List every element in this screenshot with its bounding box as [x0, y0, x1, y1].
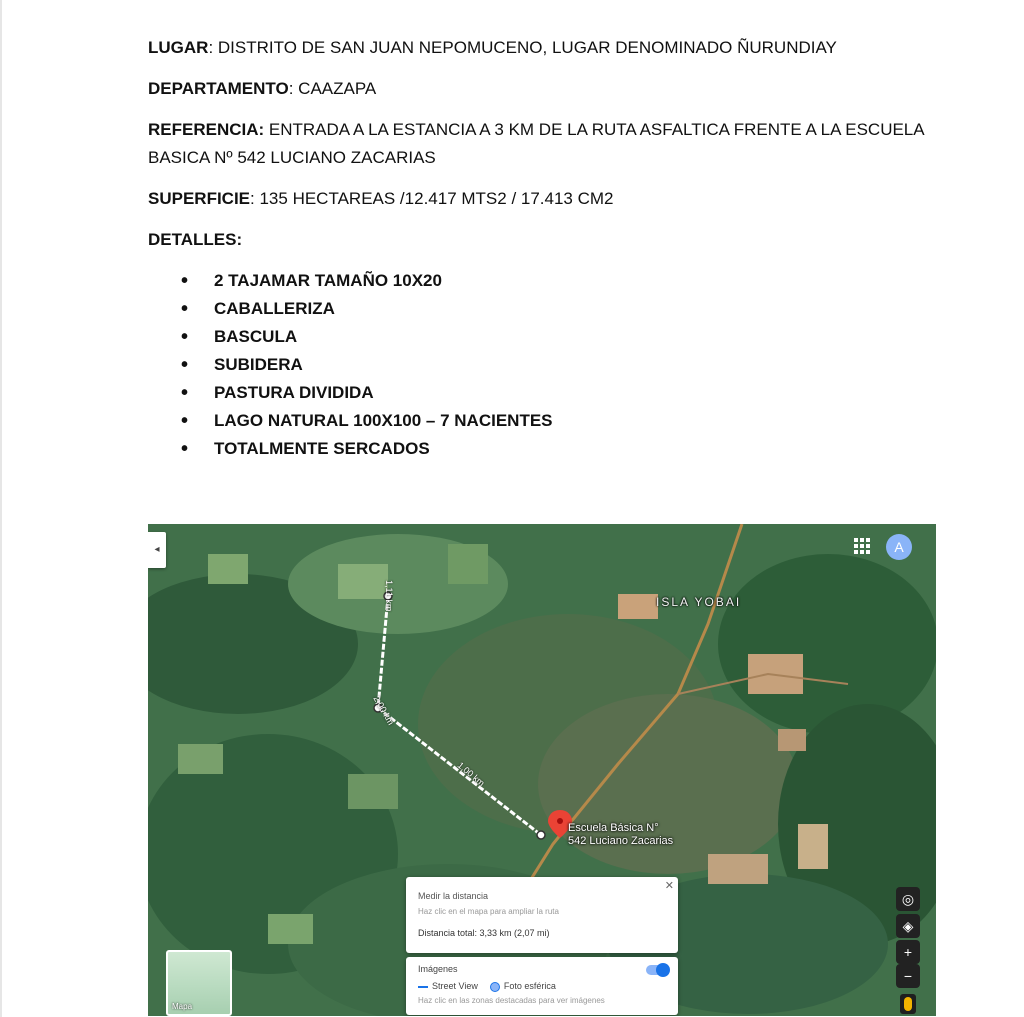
- account-avatar[interactable]: A: [886, 534, 912, 560]
- referencia-value: ENTRADA A LA ESTANCIA A 3 KM DE LA RUTA ASFALTICA FRENTE A LA ESCUELA BASICA Nº 542 LUCIANO ZACARIAS: [148, 120, 924, 167]
- imagery-legend: [418, 981, 556, 992]
- departamento-label: DEPARTAMENTO: [148, 79, 289, 98]
- measure-title: Medir la distancia: [418, 891, 489, 901]
- departamento-value: : CAAZAPA: [288, 79, 377, 98]
- measure-distance-card: [406, 877, 678, 953]
- minimap-label: Mapa: [172, 1002, 193, 1011]
- imagery-hint: Haz clic en las zonas destacadas para ver imágenes: [418, 996, 605, 1005]
- zoom-in-button[interactable]: +: [896, 940, 920, 964]
- place-label: ISLA YOBAI: [656, 595, 742, 609]
- segment-label: 1,11 km: [384, 580, 394, 612]
- list-item: • CABALLERIZA: [148, 295, 948, 323]
- superficie-field: [148, 185, 948, 213]
- page-edge: [0, 0, 2, 1017]
- compass-icon[interactable]: ◎: [896, 887, 920, 911]
- list-item: • TOTALMENTE SERCADOS: [148, 435, 948, 463]
- minimap-layer-button[interactable]: [166, 950, 232, 1016]
- list-item: • SUBIDERA: [148, 351, 948, 379]
- superficie-value: : 135 HECTAREAS /12.417 MTS2 / 17.413 CM2: [250, 189, 614, 208]
- spherical-legend: [490, 981, 556, 992]
- list-item: • 2 TAJAMAR TAMAÑO 10X20: [148, 267, 948, 295]
- segment-label: 2,00 km: [371, 694, 397, 727]
- imagery-card: [406, 957, 678, 1015]
- departamento-field: [148, 75, 948, 103]
- imagery-toggle[interactable]: [646, 965, 668, 975]
- school-label-line: Escuela Básica N°: [568, 822, 659, 834]
- street-view-line-icon: [418, 986, 428, 988]
- segment-label: 1,00 km: [455, 760, 487, 789]
- referencia-field: [148, 116, 948, 172]
- superficie-label: SUPERFICIE: [148, 189, 251, 208]
- street-view-legend: [418, 981, 478, 991]
- list-item: • LAGO NATURAL 100X100 – 7 NACIENTES: [148, 407, 948, 435]
- pegman-icon[interactable]: [900, 994, 916, 1014]
- close-icon[interactable]: ✕: [664, 880, 674, 892]
- my-location-icon[interactable]: ◈: [896, 914, 920, 938]
- satellite-map-screenshot: [148, 524, 936, 1016]
- lugar-label: LUGAR: [148, 38, 209, 57]
- zoom-out-button[interactable]: −: [896, 964, 920, 988]
- street-view-label: Street View: [432, 981, 478, 992]
- school-label-line: 542 Luciano Zacarias: [568, 835, 674, 847]
- collapse-arrow-icon[interactable]: ◂: [148, 532, 166, 568]
- spherical-label: Foto esférica: [503, 981, 556, 991]
- detalles-heading: [148, 226, 948, 254]
- detalles-list: [148, 267, 948, 463]
- lugar-field: [148, 34, 948, 62]
- list-item: • PASTURA DIVIDIDA: [148, 379, 948, 407]
- imagery-title: Imágenes: [418, 964, 458, 974]
- spherical-photo-icon: [490, 982, 500, 992]
- apps-grid-icon[interactable]: [854, 538, 870, 554]
- document-body: [148, 34, 948, 463]
- measure-total: Distancia total: 3,33 km (2,07 mi): [418, 928, 550, 938]
- school-label: [568, 822, 673, 848]
- referencia-label: REFERENCIA:: [148, 120, 265, 139]
- detalles-label: DETALLES:: [148, 230, 243, 249]
- measure-hint: Haz clic en el mapa para ampliar la ruta: [418, 907, 559, 916]
- list-item: • BASCULA: [148, 323, 948, 351]
- lugar-value: : DISTRITO DE SAN JUAN NEPOMUCENO, LUGAR DENOMINADO ÑURUNDIAY: [208, 38, 837, 57]
